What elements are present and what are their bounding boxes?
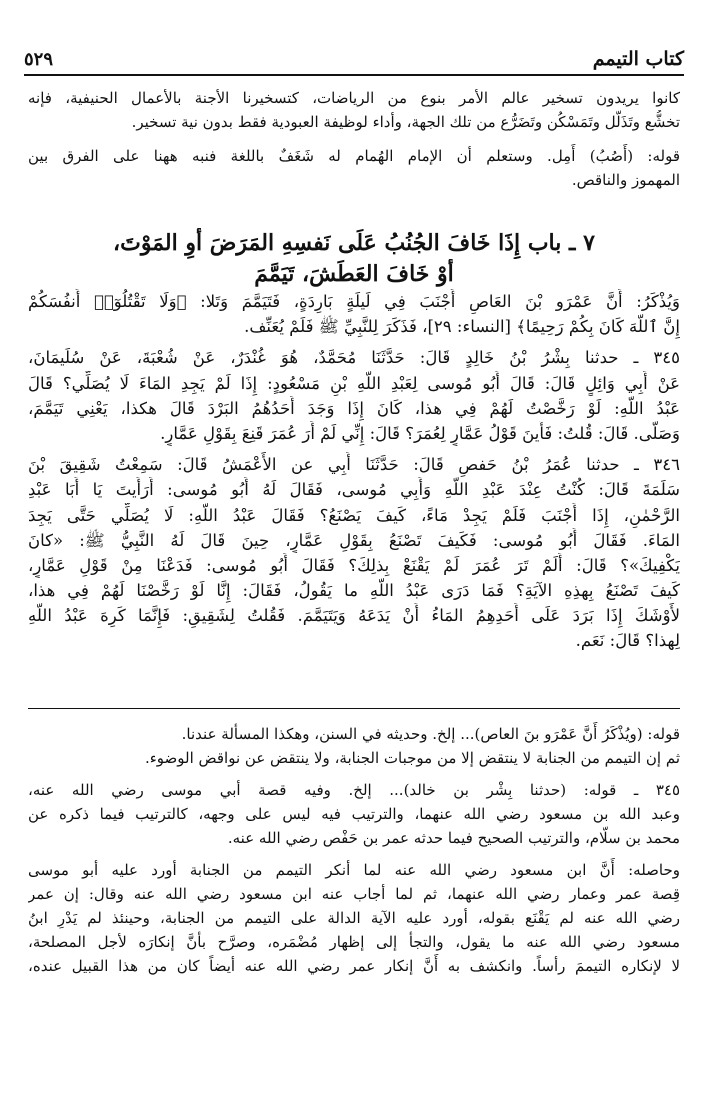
commentary-line: كانوا يريدون تسخير عالم الأمر بنوع من الرياضات، كتسخيرنا الأجنة بالأعمال الحنيفية، فإنه bbox=[28, 89, 680, 107]
commentary-line: ٣٤٥ ـ قوله: (حدثنا بِشْر بن خالد)... إلخ. وفيه قصة أبي موسى رضي الله عنه، bbox=[28, 781, 680, 799]
hadith-line: كَيفَ تَصْنَعُ بِهذِهِ الآيَةِ؟ فَمَا دَرَى عَبْدُ اللَّهِ ما يَقُولُ، فَقَالَ: إِنَّا لَوْ رَخَّصْنَا لَهُمْ فِي هذا، bbox=[28, 581, 680, 601]
page-number: ٥٢٩ bbox=[24, 49, 54, 70]
commentary-line: رضي الله عنه لم يَقْنَع بقوله، أورد عليه الآية الدالة على التيمم من الجنابة، وحينئذ لم يَدْرِ ابنُ bbox=[28, 909, 680, 927]
commentary-line: ثم إن التيمم من الجنابة لا ينتقض إلا من موجبات الجنابة، ولا ينتقض عن نواقض الوضوء. bbox=[144, 749, 680, 767]
hadith-line: ٣٤٥ ـ حدثنا بِشْرُ بْنُ خَالِدٍ قَالَ: حَدَّثَنَا مُحَمَّدٌ، هُوَ غُنْدَرٌ، عَنْ شُعْبَةَ، عَنْ سُلَيمَانَ، bbox=[28, 348, 680, 368]
chapter-heading bbox=[28, 228, 680, 290]
hadith-line: يَكْفِيكَ»؟ قَالَ: أَلَمْ تَرَ عُمَرَ لَمْ يَقْنَعْ بِذلِكَ؟ فَقَالَ أَبُو مُوسى: فَدَعْنَا مِنْ قَوْلِ عَمَّارٍ، bbox=[28, 555, 680, 575]
hadith-line: وَصَلَّى. قَالَ: قُلتُ: فَأَينَ قَوْلُ عَمَّارٍ لِعُمَرَ؟ قَالَ: إِنِّي لَمْ أَرَ عُمَرَ قَنِعَ بِقَوْلِ عَمَّارٍ. bbox=[160, 423, 680, 443]
commentary-line: قوله: (أَصُبُ) أَمِل. وستعلم أن الإمام الهُمام له شَغَفٌ باللغة فنبه ههنا على الفرق بين bbox=[28, 147, 680, 165]
hadith-line: الرَّحْمٰنِ، إِذَا أَجْنَبَ فَلَمْ يَجِدْ مَاءً، كَيفَ يَصْنَعُ؟ فَقَالَ عَبْدُ اللَّهِ: لَا يُصَلِّي حَتَّى يَجِدَ bbox=[28, 505, 680, 525]
chapter-title-line: أَوْ خَافَ العَطَشَ، تَيَمَّمَ bbox=[254, 261, 454, 287]
hadith-line: لِهذا؟ قَالَ: نَعَم. bbox=[575, 631, 680, 651]
hadith-text bbox=[28, 289, 680, 654]
page-header bbox=[24, 40, 684, 70]
commentary-line: قِصة عمر وعمار رضي الله عنهما، ثم لما أجاب عنه ابن مسعود رضي الله عنه وقال: إن عمر bbox=[28, 885, 680, 903]
hadith-line: عَنْ أَبِي وَائِلٍ قَالَ: قَالَ أَبُو مُوسى لِعَبْدِ اللَّهِ بْنِ مَسْعُودٍ: إِذَا لَمْ يَجِدِ المَاءَ لَا يُصَلِّي؟ قَالَ bbox=[28, 373, 680, 393]
commentary-line: تخشُّع وتَذَلُّل وتَمَسْكُن وتَضَرُّع من تلك الجهة، وأداء لوظيفة العبودية فقط بدون نية تسخير. bbox=[131, 113, 680, 131]
hadith-line: سَلَمَةَ قَالَ: كُنْتُ عِنْدَ عَبْدِ اللَّهِ وَأَبِي مُوسى، فَقَالَ لَهُ أَبُو مُوسى: أَرَأَيتَ يَا أَبَا عَبْدِ bbox=[28, 480, 680, 500]
commentary-line: وحاصله: أَنَّ ابن مسعود رضي الله عنه لما أنكر التيمم من الجنابة أورد عليه أبو موسى bbox=[28, 861, 680, 879]
bottom-commentary bbox=[28, 722, 680, 978]
commentary-line: قوله: (ويُذْكَرُ أَنَّ عَمْرَو بنَ العاص)... إلخ. وحديثه في السنن، وهكذا المسألة عندنا. bbox=[181, 725, 680, 743]
commentary-line: لا لإنكاره التيممَ رأساً. وانكشف به أَنَّ إنكار عمر رضي الله عنه أيضاً كان من هذا القبيل عنده، bbox=[28, 957, 680, 975]
hadith-line: وَيُذْكَرُ: أَنَّ عَمْرَو بْنَ العَاصِ أَجْنَبَ فِي لَيلَةٍ بَارِدَةٍ، فَتَيَمَّمَ وَتَلا: ﴿وَلَا تَقْتُلُوٓا۟ أَنفُسَكُمْ bbox=[28, 292, 680, 311]
hadith-line: لأَوْشَكَ إِذَا بَرَدَ عَلَى أَحَدِهِمُ المَاءُ أَنْ يَدَعَهُ وَيَتَيَمَّمَ. فَقُلتُ لِشَقِيقٍ: فَإِنَّمَا كَرِهَ عَبْدُ اللَّهِ bbox=[28, 606, 680, 626]
top-commentary bbox=[28, 86, 680, 192]
header-rule bbox=[24, 74, 684, 76]
commentary-line: مسعود رضي الله عنه ما يقول، والتجأ إلى إظهار مُضْمَره، وصرَّح بأنَّ إنكارَه لأجل المصلحة، bbox=[28, 933, 680, 951]
hadith-line: ٣٤٦ ـ حدثنا عُمَرُ بْنُ حَفصٍ قَالَ: حَدَّثَنَا أَبِي عن الأَعْمَشُ قَالَ: سَمِعْتُ شَقِيقَ بْنَ bbox=[28, 455, 680, 475]
running-title: كتاب التيمم bbox=[592, 48, 684, 70]
commentary-line: وعبد الله بن مسعود رضي الله عنهما، والترتيب فيه ليس على وجهه، كالترتيب فيما ذكره عن bbox=[28, 805, 680, 823]
hadith-line: المَاءَ. فَقَالَ أَبُو مُوسى: فَكَيفَ تَصْنَعُ بِقَوْلِ عَمَّارٍ، حِينَ قَالَ لَهُ النَّبِيُّ ﷺ: «كانَ bbox=[28, 530, 680, 550]
commentary-line: المهموز والناقص. bbox=[571, 171, 680, 189]
section-divider bbox=[28, 708, 680, 709]
chapter-title-line: ٧ ـ باب إِذَا خَافَ الجُنُبُ عَلَى نَفسِهِ المَرَضَ أَوِ المَوْتَ، bbox=[113, 230, 595, 256]
hadith-line: إِنَّ ٱللَّهَ كَانَ بِكُمْ رَحِيمًا﴾ [النساء: ٢٩]، فَذَكَرَ لِلنَّبِيِّ ﷺ فَلَمْ يُعَنِّف. bbox=[244, 317, 680, 337]
commentary-line: محمد بن سلّام، والترتيب الصحيح فيما حدثه عمر بن حَفْص رضي الله عنه. bbox=[227, 829, 680, 847]
hadith-line: عَبْدُ اللَّهِ: لَوْ رَخَّصْتُ لَهُمْ فِي هذا، كَانَ إِذَا وَجَدَ أَحَدُهُمُ البَرْدَ قَالَ هكذا، يَعْنِي تَيَمَّمَ، bbox=[28, 398, 680, 418]
